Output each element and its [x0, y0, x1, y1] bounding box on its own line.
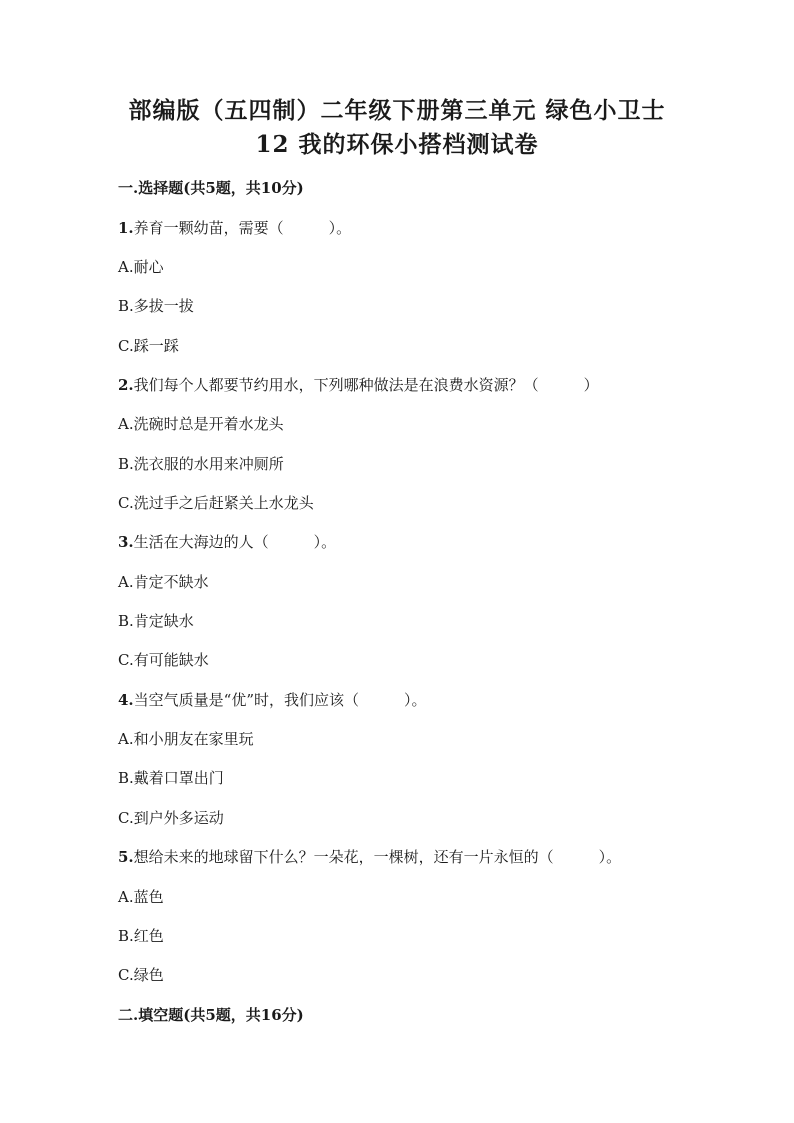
question-5-option-b: B.红色 — [118, 927, 164, 945]
question-5 — [118, 847, 621, 867]
question-number: 3. — [118, 533, 134, 551]
question-text: 养育一颗幼苗，需要（ ）。 — [133, 219, 352, 237]
question-1 — [118, 218, 351, 238]
question-2 — [118, 375, 599, 395]
section-heading-fill-in: 二.填空题(共5题，共16分) — [118, 1006, 304, 1024]
document-title-line-1: 部编版（五四制）二年级下册第三单元 绿色小卫士 — [128, 97, 666, 124]
question-2-option-a: A.洗碗时总是开着水龙头 — [118, 415, 284, 433]
question-3-option-a: A.肯定不缺水 — [118, 573, 209, 591]
section-heading-choice: 一.选择题(共5题，共10分) — [118, 179, 304, 197]
question-3 — [118, 532, 336, 552]
question-2-option-b: B.洗衣服的水用来冲厕所 — [118, 455, 284, 473]
question-text: 当空气质量是“优”时，我们应该（ ）。 — [133, 691, 427, 709]
document-title-line-2: 12 我的环保小搭档测试卷 — [255, 131, 539, 158]
question-number: 5. — [118, 848, 134, 866]
question-1-option-a: A.耐心 — [118, 258, 164, 276]
question-2-option-c: C.洗过手之后赶紧关上水龙头 — [118, 494, 314, 512]
question-number: 1. — [118, 219, 134, 237]
question-number: 2. — [118, 376, 134, 394]
question-3-option-b: B.肯定缺水 — [118, 612, 194, 630]
question-5-option-a: A.蓝色 — [118, 888, 164, 906]
question-number: 4. — [118, 691, 134, 709]
question-3-option-c: C.有可能缺水 — [118, 651, 209, 669]
question-1-option-b: B.多拔一拔 — [118, 297, 194, 315]
question-text: 想给未来的地球留下什么？一朵花，一棵树，还有一片永恒的（ ）。 — [133, 848, 622, 866]
question-4-option-c: C.到户外多运动 — [118, 809, 224, 827]
question-4-option-a: A.和小朋友在家里玩 — [118, 730, 254, 748]
question-4-option-b: B.戴着口罩出门 — [118, 769, 224, 787]
question-text: 生活在大海边的人（ ）。 — [133, 533, 337, 551]
question-4 — [118, 690, 427, 710]
question-5-option-c: C.绿色 — [118, 966, 164, 984]
question-1-option-c: C.踩一踩 — [118, 337, 179, 355]
question-text: 我们每个人都要节约用水，下列哪种做法是在浪费水资源？（ ） — [133, 376, 599, 394]
